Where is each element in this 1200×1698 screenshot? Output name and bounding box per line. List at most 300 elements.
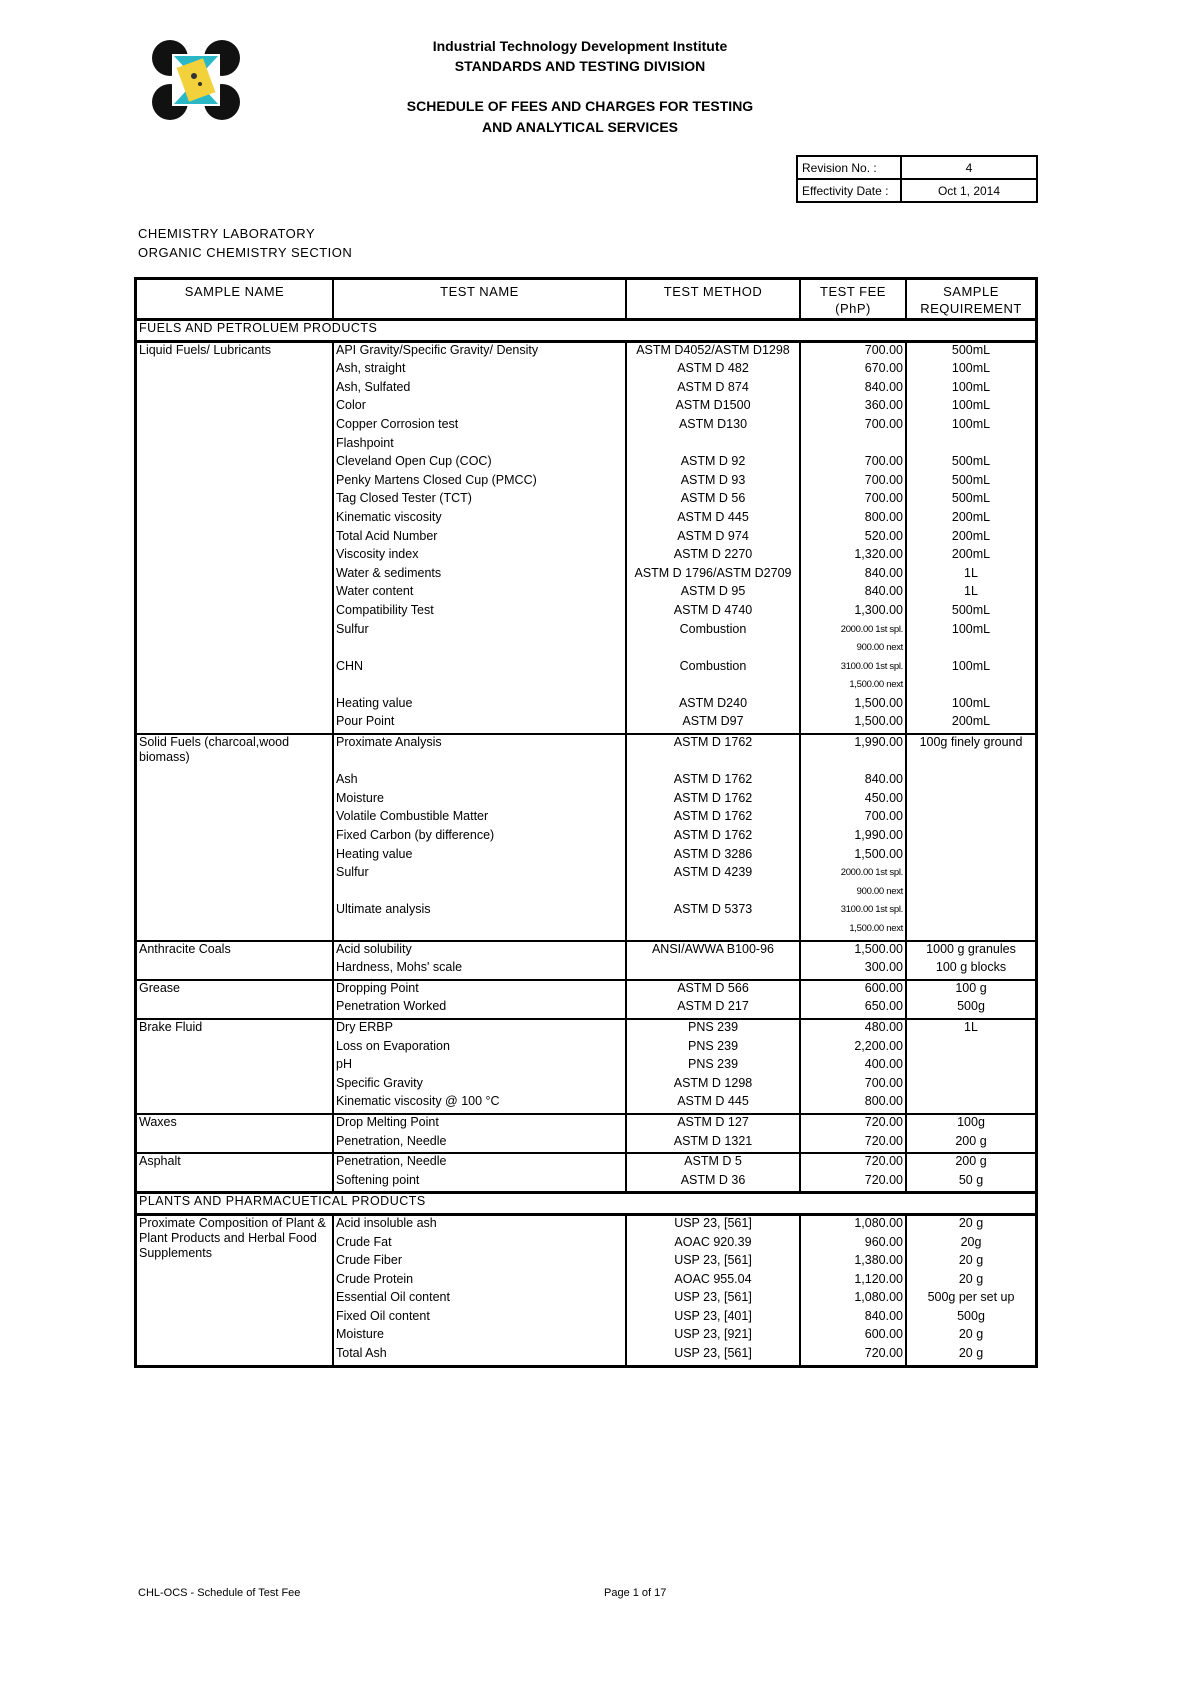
sample-requirement-cell: 200mL xyxy=(951,547,991,562)
test-name-cell: Specific Gravity xyxy=(333,1076,626,1095)
table-row xyxy=(136,1173,1037,1193)
fees-table xyxy=(134,277,1038,1368)
sample-requirement-cell: 1L xyxy=(964,565,978,580)
col-test-name: TEST NAME xyxy=(333,279,626,320)
sample-name-cell xyxy=(136,791,334,810)
table-row xyxy=(136,659,1037,678)
sample-name-cell xyxy=(136,772,334,791)
sample-requirement-cell: 100 g xyxy=(906,980,1037,1000)
test-name-cell: Kinematic viscosity @ 100 °C xyxy=(333,1094,626,1114)
table-row xyxy=(136,772,1037,791)
sample-name-cell xyxy=(136,865,334,884)
table-row xyxy=(136,436,1037,455)
division-name: STANDARDS AND TESTING DIVISION xyxy=(454,58,706,74)
test-fee-cell: 700.00 xyxy=(800,454,906,473)
test-name-cell: Drop Melting Point xyxy=(333,1114,626,1134)
test-name-cell: Sulfur xyxy=(333,622,626,641)
test-name-cell: Total Acid Number xyxy=(333,529,626,548)
test-name-cell: Copper Corrosion test xyxy=(333,417,626,436)
sample-name-cell xyxy=(136,1094,334,1114)
effectivity-date-value: Oct 1, 2014 xyxy=(901,179,1037,202)
test-method-cell: ASTM D 566 xyxy=(626,980,800,1000)
sample-name-cell: Asphalt xyxy=(136,1153,334,1173)
test-name-cell: Water & sediments xyxy=(333,566,626,585)
test-name-cell: Sulfur xyxy=(333,865,626,884)
sample-requirement-cell: 500g per set up xyxy=(927,1290,1015,1305)
sample-requirement-cell: 1000 g granules xyxy=(906,941,1037,961)
table-row xyxy=(136,529,1037,548)
sample-name-cell xyxy=(136,473,334,492)
sample-name-cell xyxy=(136,454,334,473)
col-sample-requirement: SAMPLE REQUIREMENT xyxy=(906,279,1037,320)
sample-name-cell xyxy=(136,847,334,866)
test-method-cell: ANSI/AWWA B100-96 xyxy=(626,941,800,961)
test-fee-cell: 900.00 next xyxy=(800,884,906,903)
sample-name-cell: Brake Fluid xyxy=(136,1019,334,1039)
test-fee-cell: 1,080.00 xyxy=(800,1290,906,1309)
sample-name-cell: Grease xyxy=(136,980,334,1000)
sample-name-cell xyxy=(136,1076,334,1095)
test-method-cell: ASTM D 5373 xyxy=(626,902,800,921)
table-row xyxy=(136,1094,1037,1114)
test-name-cell: Heating value xyxy=(333,696,626,715)
test-method-cell xyxy=(626,960,800,980)
sample-name-cell xyxy=(136,884,334,903)
table-row xyxy=(136,566,1037,585)
revision-label: Revision No. : xyxy=(797,156,901,179)
test-fee-cell: 400.00 xyxy=(800,1057,906,1076)
table-row xyxy=(136,847,1037,866)
test-fee-cell: 900.00 next xyxy=(800,640,906,659)
sample-name-cell xyxy=(136,902,334,921)
test-fee-cell: 520.00 xyxy=(800,529,906,548)
test-name-cell: Acid solubility xyxy=(333,941,626,961)
test-fee-cell: 600.00 xyxy=(800,980,906,1000)
table-row xyxy=(136,1214,1037,1234)
test-method-cell xyxy=(626,640,800,659)
test-name-cell: Kinematic viscosity xyxy=(333,510,626,529)
sample-name-cell xyxy=(136,677,334,696)
table-row xyxy=(136,941,1037,961)
test-name-cell: Color xyxy=(333,398,626,417)
test-fee-cell: 1,320.00 xyxy=(800,547,906,566)
test-method-cell: ASTM D 482 xyxy=(626,361,800,380)
sample-name-cell xyxy=(136,659,334,678)
test-name-cell: Crude Fiber xyxy=(333,1253,626,1272)
test-method-cell xyxy=(626,436,800,455)
test-name-cell: Volatile Combustible Matter xyxy=(333,809,626,828)
test-fee-cell: 1,380.00 xyxy=(800,1253,906,1272)
sample-requirement-cell xyxy=(906,436,1037,455)
test-name-cell: Pour Point xyxy=(333,714,626,734)
test-method-cell: ASTM D 93 xyxy=(626,473,800,492)
test-method-cell: ASTM D 4740 xyxy=(626,603,800,622)
test-method-cell: ASTM D 445 xyxy=(626,510,800,529)
sample-requirement-cell: 500mL xyxy=(951,454,991,469)
empty-cell xyxy=(626,754,800,773)
itdi-logo xyxy=(150,40,242,120)
sample-requirement-cell xyxy=(906,865,1037,884)
sample-name-cell xyxy=(136,1057,334,1076)
test-method-cell: ASTM D130 xyxy=(626,417,800,436)
footer-doc-code: CHL-OCS - Schedule of Test Fee xyxy=(138,1587,301,1599)
table-row xyxy=(136,622,1037,641)
test-fee-cell: 700.00 xyxy=(800,473,906,492)
test-fee-cell: 2000.00 1st spl. xyxy=(800,865,906,884)
test-method-cell xyxy=(626,921,800,941)
test-method-cell: ASTM D 974 xyxy=(626,529,800,548)
test-method-cell: USP 23, [921] xyxy=(626,1327,800,1346)
table-row xyxy=(136,828,1037,847)
table-row xyxy=(136,341,1037,361)
sample-requirement-cell xyxy=(906,1094,1037,1114)
sample-name-cell xyxy=(136,622,334,641)
sample-requirement-cell: 100mL xyxy=(951,379,991,394)
test-name-cell: Ultimate analysis xyxy=(333,902,626,921)
test-name-cell: Penetration, Needle xyxy=(333,1153,626,1173)
test-fee-cell: 960.00 xyxy=(800,1235,906,1254)
sample-requirement-cell: 100mL xyxy=(951,658,991,673)
revision-box xyxy=(796,155,1038,203)
sample-requirement-cell: 500g xyxy=(957,999,985,1014)
table-row xyxy=(136,417,1037,436)
test-method-cell: AOAC 920.39 xyxy=(626,1235,800,1254)
test-name-cell: Proximate Analysis xyxy=(333,734,626,754)
test-method-cell: ASTM D 92 xyxy=(626,454,800,473)
sample-requirement-cell: 1L xyxy=(964,584,978,599)
test-name-cell: Tag Closed Tester (TCT) xyxy=(333,491,626,510)
sample-name-cell: Liquid Fuels/ Lubricants xyxy=(136,341,334,361)
test-name-cell: Dropping Point xyxy=(333,980,626,1000)
document-title-line2: AND ANALYTICAL SERVICES xyxy=(481,119,679,135)
test-name-cell: Fixed Carbon (by difference) xyxy=(333,828,626,847)
test-fee-cell: 800.00 xyxy=(800,1094,906,1114)
test-method-cell: ASTM D 217 xyxy=(626,999,800,1019)
table-row xyxy=(136,1114,1037,1134)
sample-name-cell xyxy=(136,417,334,436)
test-fee-cell xyxy=(800,436,906,455)
table-row xyxy=(136,1153,1037,1173)
test-name-cell: CHN xyxy=(333,659,626,678)
sample-name-cell xyxy=(136,999,334,1019)
sample-requirement-cell: 200mL xyxy=(951,714,991,729)
sample-requirement-cell: 500mL xyxy=(951,602,991,617)
laboratory-name: CHEMISTRY LABORATORY xyxy=(138,226,316,241)
test-name-cell: Acid insoluble ash xyxy=(333,1214,626,1234)
test-method-cell: ASTM D 1298 xyxy=(626,1076,800,1095)
empty-cell xyxy=(906,754,1037,773)
col-test-method: TEST METHOD xyxy=(626,279,800,320)
sample-name-cell xyxy=(136,828,334,847)
sample-requirement-cell xyxy=(906,921,1037,941)
table-row xyxy=(136,1039,1037,1058)
test-name-cell: Compatibility Test xyxy=(333,603,626,622)
table-row xyxy=(136,473,1037,492)
test-method-cell: USP 23, [561] xyxy=(626,1346,800,1366)
test-name-cell: Softening point xyxy=(333,1173,626,1193)
document-title-line1: SCHEDULE OF FEES AND CHARGES FOR TESTING xyxy=(406,98,754,114)
test-name-cell: Fixed Oil content xyxy=(333,1309,626,1328)
sample-name-cell xyxy=(136,547,334,566)
table-row xyxy=(136,884,1037,903)
test-method-cell: ASTM D 445 xyxy=(626,1094,800,1114)
test-method-cell xyxy=(626,884,800,903)
test-fee-cell: 3100.00 1st spl. xyxy=(800,659,906,678)
test-fee-cell: 700.00 xyxy=(800,341,906,361)
test-method-cell: PNS 239 xyxy=(626,1039,800,1058)
test-method-cell: ASTM D 1762 xyxy=(626,809,800,828)
table-row xyxy=(136,734,1037,754)
test-fee-cell: 2,200.00 xyxy=(800,1039,906,1058)
category-fuels: FUELS AND PETROLUEM PRODUCTS xyxy=(136,320,1037,342)
test-fee-cell: 720.00 xyxy=(800,1173,906,1193)
test-fee-cell: 700.00 xyxy=(800,417,906,436)
test-name-cell: pH xyxy=(333,1057,626,1076)
sample-requirement-cell: 100mL xyxy=(951,361,991,376)
test-name-cell: Crude Fat xyxy=(333,1235,626,1254)
category-row-plants xyxy=(136,1193,1037,1215)
sample-name-cell xyxy=(136,1173,334,1193)
table-row xyxy=(136,999,1037,1019)
table-row xyxy=(136,1019,1037,1039)
test-method-cell: USP 23, [561] xyxy=(626,1290,800,1309)
table-row xyxy=(136,398,1037,417)
sample-name-cell xyxy=(136,696,334,715)
sample-name-cell xyxy=(136,714,334,734)
test-fee-cell: 840.00 xyxy=(800,772,906,791)
test-name-cell: Moisture xyxy=(333,1327,626,1346)
table-row xyxy=(136,865,1037,884)
test-fee-cell: 450.00 xyxy=(800,791,906,810)
test-name-cell: Penky Martens Closed Cup (PMCC) xyxy=(333,473,626,492)
test-method-cell: ASTM D240 xyxy=(626,696,800,715)
sample-requirement-cell xyxy=(906,677,1037,696)
test-fee-cell: 3100.00 1st spl. xyxy=(800,902,906,921)
table-row xyxy=(136,454,1037,473)
empty-cell xyxy=(800,754,906,773)
sample-requirement-cell xyxy=(906,809,1037,828)
test-fee-cell: 720.00 xyxy=(800,1153,906,1173)
test-fee-cell: 720.00 xyxy=(800,1346,906,1366)
table-row xyxy=(136,1057,1037,1076)
table-row xyxy=(136,921,1037,941)
test-fee-cell: 1,990.00 xyxy=(800,734,906,754)
table-row xyxy=(136,1134,1037,1154)
test-fee-cell: 700.00 xyxy=(800,491,906,510)
test-fee-cell: 600.00 xyxy=(800,1327,906,1346)
test-method-cell: ASTM D 2270 xyxy=(626,547,800,566)
table-row xyxy=(136,809,1037,828)
test-name-cell: Water content xyxy=(333,584,626,603)
table-row xyxy=(136,960,1037,980)
sample-requirement-cell: 500mL xyxy=(951,342,991,357)
test-name-cell xyxy=(333,921,626,941)
category-plants: PLANTS AND PHARMACUETICAL PRODUCTS xyxy=(136,1193,1037,1215)
test-name-cell: Ash, Sulfated xyxy=(333,380,626,399)
table-row xyxy=(136,361,1037,380)
sample-name-cell xyxy=(136,1134,334,1154)
sample-requirement-cell xyxy=(906,1076,1037,1095)
test-fee-cell: 1,120.00 xyxy=(800,1272,906,1291)
sample-requirement-cell xyxy=(906,772,1037,791)
sample-requirement-cell: 100mL xyxy=(951,621,991,636)
test-name-cell: Dry ERBP xyxy=(333,1019,626,1039)
test-method-cell: USP 23, [561] xyxy=(626,1214,800,1234)
test-method-cell: PNS 239 xyxy=(626,1019,800,1039)
sample-name-cell xyxy=(136,809,334,828)
table-row xyxy=(136,677,1037,696)
sample-name-cell xyxy=(136,436,334,455)
table-row xyxy=(136,380,1037,399)
sample-requirement-cell: 100mL xyxy=(951,416,991,431)
test-method-cell: ASTM D 874 xyxy=(626,380,800,399)
org-name: Industrial Technology Development Institute xyxy=(432,38,728,54)
sample-requirement-cell: 20 g xyxy=(958,1327,984,1342)
sample-requirement-cell: 100mL xyxy=(951,398,991,413)
sample-name-cell xyxy=(136,584,334,603)
test-name-cell: Viscosity index xyxy=(333,547,626,566)
table-row xyxy=(136,491,1037,510)
sample-requirement-cell: 500mL xyxy=(951,491,991,506)
test-method-cell: AOAC 955.04 xyxy=(626,1272,800,1291)
sample-requirement-cell: 20 g xyxy=(958,1253,984,1268)
sample-requirement-cell: 200mL xyxy=(951,528,991,543)
sample-name-cell: Waxes xyxy=(136,1114,334,1134)
test-method-cell: ASTM D 1762 xyxy=(626,772,800,791)
test-fee-cell: 1,500.00 next xyxy=(800,677,906,696)
test-method-cell: USP 23, [561] xyxy=(626,1253,800,1272)
sample-requirement-cell: 200mL xyxy=(951,509,991,524)
test-method-cell: ASTM D 1796/ASTM D2709 xyxy=(626,566,800,585)
test-method-cell: ASTM D97 xyxy=(626,714,800,734)
test-name-cell: Heating value xyxy=(333,847,626,866)
test-fee-cell: 1,500.00 xyxy=(800,941,906,961)
effectivity-date-label: Effectivity Date : xyxy=(797,179,901,202)
test-method-cell: ASTM D 3286 xyxy=(626,847,800,866)
test-name-cell xyxy=(333,677,626,696)
test-name-cell: API Gravity/Specific Gravity/ Density xyxy=(333,341,626,361)
sample-requirement-cell: 500g xyxy=(957,1308,985,1323)
test-name-cell: Cleveland Open Cup (COC) xyxy=(333,454,626,473)
sample-requirement-cell xyxy=(906,902,1037,921)
test-name-cell: Penetration, Needle xyxy=(333,1134,626,1154)
sample-name-cell xyxy=(136,1039,334,1058)
test-name-cell: Flashpoint xyxy=(333,436,626,455)
test-method-cell: Combustion xyxy=(626,659,800,678)
sample-requirement-cell: 50 g xyxy=(958,1172,984,1187)
test-fee-cell: 1,500.00 next xyxy=(800,921,906,941)
footer-page-number: Page 1 of 17 xyxy=(604,1587,667,1599)
test-fee-cell: 650.00 xyxy=(800,999,906,1019)
test-fee-cell: 840.00 xyxy=(800,584,906,603)
test-fee-cell: 840.00 xyxy=(800,1309,906,1328)
table-row xyxy=(136,696,1037,715)
table-row xyxy=(136,603,1037,622)
sample-requirement-cell: 20 g xyxy=(958,1346,984,1361)
test-fee-cell: 1,990.00 xyxy=(800,828,906,847)
sample-requirement-cell xyxy=(906,640,1037,659)
empty-cell xyxy=(333,754,626,773)
test-method-cell: ASTM D 1762 xyxy=(626,828,800,847)
col-sample-name: SAMPLE NAME xyxy=(136,279,334,320)
sample-name-cell: Proximate Composition of Plant & Plant Products and Herbal Food Supplements xyxy=(136,1214,334,1366)
test-method-cell: PNS 239 xyxy=(626,1057,800,1076)
sample-name-cell xyxy=(136,361,334,380)
test-fee-cell: 720.00 xyxy=(800,1114,906,1134)
test-name-cell: Ash xyxy=(333,772,626,791)
sample-requirement-cell: 100mL xyxy=(951,695,991,710)
sample-name-cell xyxy=(136,566,334,585)
test-method-cell: ASTM D 127 xyxy=(626,1114,800,1134)
test-fee-cell: 1,080.00 xyxy=(800,1214,906,1234)
sample-name-cell xyxy=(136,960,334,980)
sample-name-cell xyxy=(136,603,334,622)
sample-requirement-cell xyxy=(906,884,1037,903)
revision-value: 4 xyxy=(901,156,1037,179)
test-fee-cell: 670.00 xyxy=(800,361,906,380)
table-header-row xyxy=(136,279,1037,320)
sample-name-cell xyxy=(136,640,334,659)
test-fee-cell: 840.00 xyxy=(800,566,906,585)
test-fee-cell: 700.00 xyxy=(800,1076,906,1095)
sample-requirement-cell: 20g xyxy=(960,1234,982,1249)
test-method-cell: Combustion xyxy=(626,622,800,641)
test-fee-cell: 2000.00 1st spl. xyxy=(800,622,906,641)
test-method-cell: ASTM D 1762 xyxy=(626,791,800,810)
test-fee-cell: 1,500.00 xyxy=(800,696,906,715)
test-name-cell xyxy=(333,640,626,659)
test-fee-cell: 360.00 xyxy=(800,398,906,417)
test-name-cell: Ash, straight xyxy=(333,361,626,380)
test-method-cell xyxy=(626,677,800,696)
table-row xyxy=(136,510,1037,529)
test-method-cell: USP 23, [401] xyxy=(626,1309,800,1328)
table-row xyxy=(136,714,1037,734)
sample-requirement-cell: 100g finely ground xyxy=(906,734,1037,754)
table-row xyxy=(136,902,1037,921)
sample-requirement-cell: 500mL xyxy=(951,472,991,487)
test-method-cell: ASTM D 1321 xyxy=(626,1134,800,1154)
sample-requirement-cell xyxy=(906,791,1037,810)
col-test-fee: TEST FEE (PhP) xyxy=(800,279,906,320)
sample-requirement-cell: 200 g xyxy=(955,1133,987,1148)
sample-name-cell xyxy=(136,380,334,399)
test-method-cell: ASTM D1500 xyxy=(626,398,800,417)
test-method-cell: ASTM D 95 xyxy=(626,584,800,603)
table-row xyxy=(136,584,1037,603)
sample-name-cell: Solid Fuels (charcoal,wood biomass) xyxy=(136,734,334,772)
table-row xyxy=(136,980,1037,1000)
sample-requirement-cell xyxy=(906,847,1037,866)
test-method-cell: ASTM D 5 xyxy=(626,1153,800,1173)
sample-requirement-cell xyxy=(906,828,1037,847)
section-name: ORGANIC CHEMISTRY SECTION xyxy=(138,245,353,260)
test-method-cell: ASTM D 36 xyxy=(626,1173,800,1193)
test-name-cell: Loss on Evaporation xyxy=(333,1039,626,1058)
test-fee-cell: 700.00 xyxy=(800,809,906,828)
test-name-cell: Hardness, Mohs' scale xyxy=(333,960,626,980)
category-row-fuels xyxy=(136,320,1037,342)
test-fee-cell: 480.00 xyxy=(800,1019,906,1039)
sample-name-cell xyxy=(136,510,334,529)
table-row xyxy=(136,791,1037,810)
test-name-cell: Crude Protein xyxy=(333,1272,626,1291)
test-name-cell: Total Ash xyxy=(333,1346,626,1366)
sample-name-cell xyxy=(136,529,334,548)
table-row xyxy=(136,1076,1037,1095)
sample-name-cell: Anthracite Coals xyxy=(136,941,334,961)
test-method-cell: ASTM D 56 xyxy=(626,491,800,510)
